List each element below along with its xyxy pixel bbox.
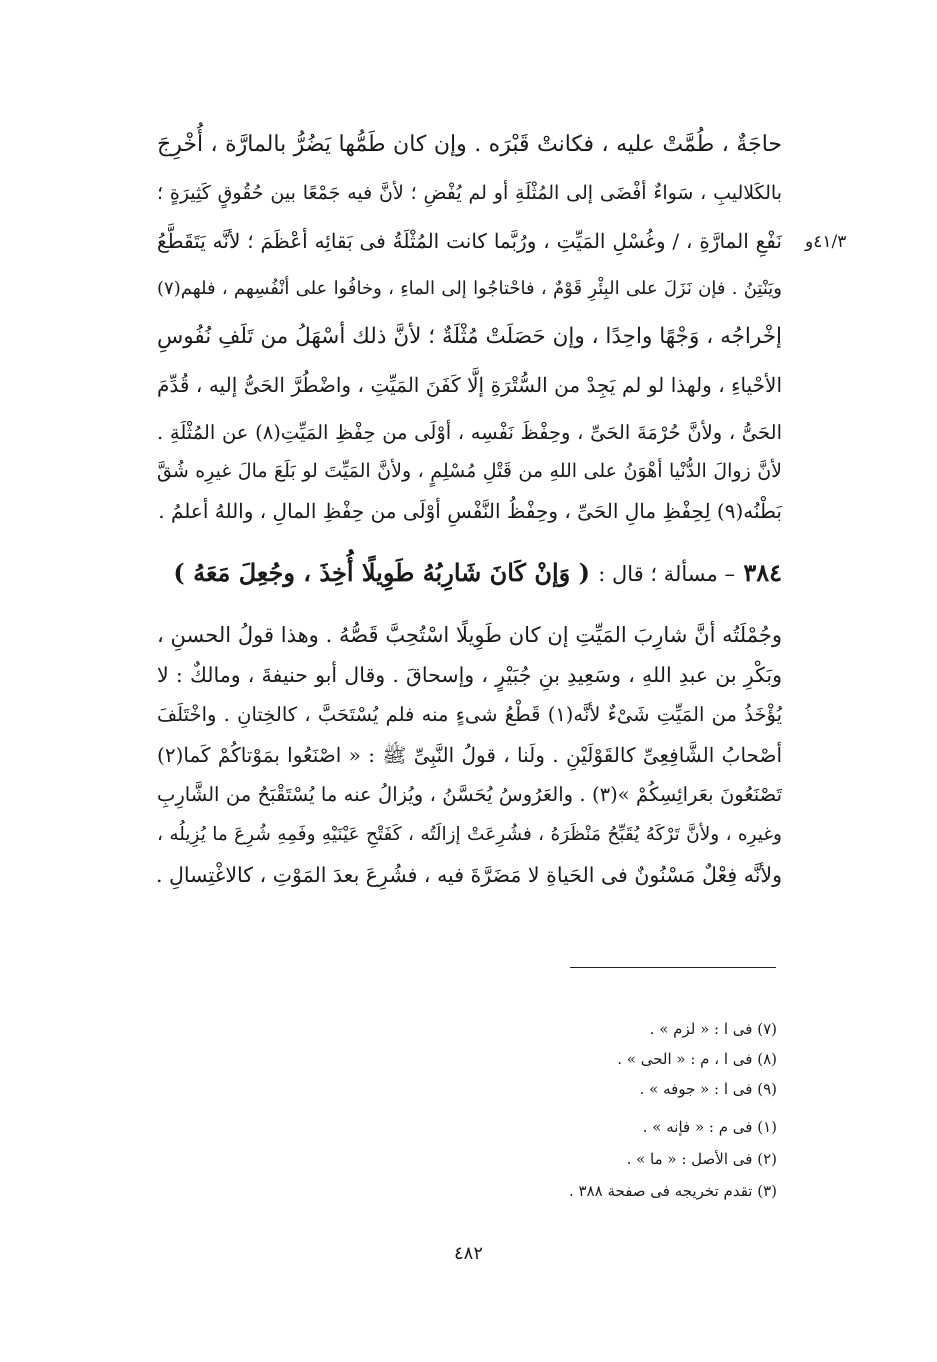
section-quote: ( وَإنْ كَانَ شَارِبُهُ طَوِيلًا أُخِذَ ، وجُعِلَ مَعَهُ ) <box>173 558 590 587</box>
body-line: لأنَّ زوالَ الدُّنْيا أهْوَنُ على اللهِ من قَتْلِ مُسْلِمٍ ، ولأنَّ المَيِّتَ لو بَلَعَ مالَ غيرِه شُقَّ <box>157 460 782 482</box>
section-label: – مسألة ؛ قال : <box>598 562 735 586</box>
footnote: (١) فى م : « فإنه » . <box>642 1118 777 1136</box>
footnote: (٢) فى الأصل : « ما » . <box>626 1150 777 1168</box>
footnote: (٨) فى ا ، م : « الحى » . <box>617 1050 777 1068</box>
body-line: نَفْعِ المارَّةِ ، / وغُسْلِ المَيِّتِ ، ورُبَّما كانت المُثْلَةُ فى بَقائِه أعْظَمَ ؛ لأنَّه يَتَقَطَّعُ <box>157 229 782 253</box>
section-heading <box>157 557 782 590</box>
section-line: ولأنَّه فِعْلٌ مَسْنُونٌ فى الحَياةِ لا مَضَرَّةَ فيه ، فشُرِعَ بعدَ المَوْتِ ، كالاغْتِسالِ . <box>156 863 782 887</box>
section-line: يُؤْخَذُ من المَيِّتِ شَىْءٌ لأنَّه(١) قَطْعُ شىءٍ منه فلم يُسْتَحَبَّ ، كالخِتانِ . واخْتَلَفَ <box>157 703 783 726</box>
page-number: ٤٨٢ <box>453 1243 483 1264</box>
body-line: الأحْياءِ ، ولهذا لو لم يَجِدْ من السُّتْرَةِ إلَّا كَفَنَ المَيِّتِ ، واضْطُرَّ الحَىُّ إليه ، قُدِّمَ <box>157 373 782 397</box>
section-line: تَصْنَعُونَ بعَرائِسِكُمْ »(٣) . والعَرُوسُ يُحَسَّنُ ، ويُزالُ عنه ما يُسْتَقْبَحُ من الشَّارِبِ <box>157 783 782 806</box>
footnote: (٩) فى ا : « جوفه » . <box>639 1080 777 1098</box>
footnote: (٣) تقدم تخريجه فى صفحة ٣٨٨ . <box>568 1182 777 1200</box>
body-line: إخْراجُه ، وَجْهًا واحِدًا ، وإن حَصَلَتْ مُثْلَةٌ ؛ لأنَّ ذلك أسْهَلُ من تَلَفِ نُفُوسِ <box>157 324 782 349</box>
body-line: ويَنْتِنُ . فإن نَزَلَ على البِئْرِ قَوْمٌ ، فاحْتاجُوا إلى الماءِ ، وخافُوا على أنْفُسِهم ، فلهم(٧) <box>157 278 782 299</box>
section-line: أصْحابُ الشَّافِعِىِّ كالقَوْلَيْنِ . ولَنا ، قولُ النَّبِىِّ ﷺ : « اصْنَعُوا بمَوْتاكُمْ كَما(٢) <box>157 743 782 767</box>
footnote: (٧) فى ا : « لزم » . <box>649 1020 777 1038</box>
margin-folio-note: ٤١/٣و <box>805 232 847 252</box>
body-line: حاجَةٌ ، طُمَّتْ عليه ، فكانتْ قَبْرَه . وإن كان طَمُّها يَضُرُّ بالمارَّة ، أُخْرِجَ <box>157 132 782 157</box>
section-line: وجُمْلَتُه أنَّ شارِبَ المَيِّتِ إن كان طَوِيلًا اسْتُحِبَّ قَصُّهُ . وهذا قولُ الحسنِ ، <box>157 623 782 647</box>
body-line: بَطْنُه(٩) لِحِفْظِ مالِ الحَىِّ ، وحِفْظُ النَّفْسِ أوْلَى من حِفْظِ المالِ ، واللهُ أعلمُ . <box>158 499 782 523</box>
section-number: ٣٨٤ <box>743 558 782 587</box>
body-line: بالكَلاليبِ ، سَواءٌ أفْضَى إلى المُثْلَةِ أو لم يُفْضِ ؛ لأنَّ فيه جَمْعًا بين حُقُوقٍ كَثِيرَةٍ ؛ <box>157 182 782 204</box>
section-line: وبَكْرِ بن عبدِ اللهِ ، وسَعِيدِ بنِ جُبَيْرٍ ، وإسحاقَ . وقال أبو حنيفةَ ، ومالكٌ : لا <box>157 663 782 687</box>
footnote-separator <box>570 967 776 968</box>
body-line: الحَىُّ ، ولأنَّ حُرْمَةَ الحَىِّ ، وحِفْظَ نَفْسِه ، أوْلَى من حِفْظِ المَيِّتِ(٨) عن المُثْلَةِ . <box>157 421 782 444</box>
section-line: وغيرِه ، ولأنَّ تَرْكَهُ يُقَبِّحُ مَنْظَرَهُ ، فشُرِعَتْ إزالَتُه ، كَفَتْحِ عَيْنَيْهِ وفَمِهِ شُرِعَ ما يُزِيلُه ، <box>157 824 782 845</box>
